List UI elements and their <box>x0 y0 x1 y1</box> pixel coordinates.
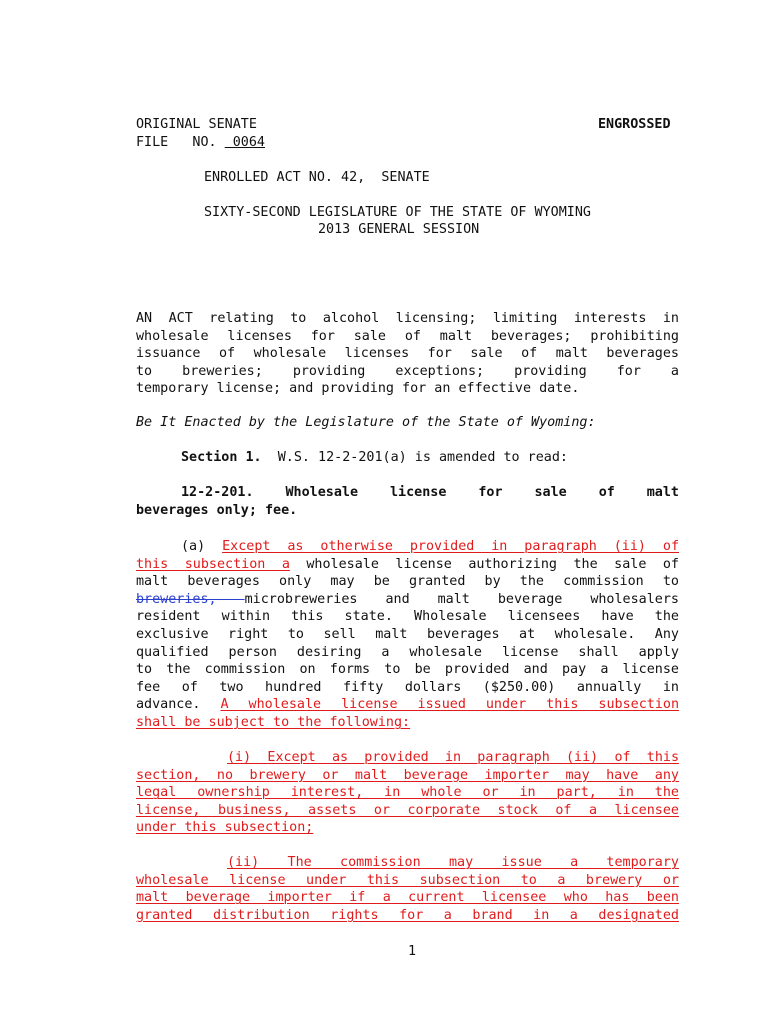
para-i-line: license, business, assets or corporate stock of a licensee <box>136 802 679 818</box>
para-a-line <box>136 714 679 732</box>
statute-number: 12-2-201. <box>181 485 254 500</box>
heading-word: Wholesale <box>285 485 359 500</box>
heading-word: of <box>598 485 615 500</box>
para-a-line: fee of two hundred fifty dollars ($250.00) annually in <box>136 679 679 695</box>
inserted-text: shall be subject to the following: <box>136 714 411 730</box>
page-number: 1 <box>408 944 417 959</box>
session-line: 2013 GENERAL SESSION <box>318 222 480 237</box>
para-a-lead: (a) <box>181 539 206 554</box>
title-line: to breweries; providing exceptions; providing for a <box>136 363 679 379</box>
title-line: wholesale licenses for sale of malt beverages; prohibiting <box>136 328 679 344</box>
para-a-text: wholesale license authorizing the sale of <box>289 556 679 572</box>
file-no-label: FILE NO. <box>136 135 217 150</box>
section-1-label: Section 1. <box>181 450 262 465</box>
para-ii-line: wholesale license under this subsection to a brewery or <box>136 872 679 888</box>
section-1 <box>181 449 568 467</box>
inserted-text: Except as otherwise provided in paragraph (ii) of <box>222 539 680 554</box>
file-no-value: 0064 <box>224 135 265 150</box>
para-i-line <box>136 819 679 837</box>
para-a-text: microbreweries and malt beverage wholesalers <box>244 591 679 607</box>
para-a-line: qualified person desiring a wholesale license shall apply <box>136 644 679 660</box>
para-ii-line: malt beverage importer if a current licensee who has been <box>136 890 679 906</box>
para-i-line: section, no brewery or malt beverage importer may have any <box>136 767 679 783</box>
inserted-text: A wholesale license issued under this subsection <box>220 697 680 713</box>
statute-heading-line1 <box>136 484 679 502</box>
heading-word: for <box>478 485 503 500</box>
para-a-line <box>136 556 679 574</box>
para-a-line <box>136 696 679 714</box>
title-line: issuance of wholesale licenses for sale of malt beverages <box>136 346 679 362</box>
header-original-senate: ORIGINAL SENATE <box>136 117 257 132</box>
para-a-line: resident within this state. Wholesale licensees have the <box>136 609 679 625</box>
para-i-line: (i) Except as provided in paragraph (ii) of this <box>227 750 679 765</box>
inserted-text: under this subsection; <box>136 820 314 836</box>
paragraph-ii <box>136 854 679 924</box>
para-ii-line: (ii) The commission may issue a temporary <box>227 855 679 870</box>
para-ii-line: granted distribution rights for a brand in a designated <box>136 907 679 923</box>
inserted-text: this subsection a <box>136 556 290 572</box>
enrolled-act-line: ENROLLED ACT NO. 42, SENATE <box>204 170 430 185</box>
para-a-line: malt beverages only may be granted by the commission to <box>136 574 679 590</box>
heading-word: sale <box>534 485 567 500</box>
engrossed-label: ENGROSSED <box>598 117 671 132</box>
paragraph-i <box>136 749 679 837</box>
para-a-text: advance. <box>136 697 201 713</box>
title-line: AN ACT relating to alcohol licensing; limiting interests in <box>136 311 679 326</box>
para-i-line: legal ownership interest, in whole or in part, in the <box>136 785 679 801</box>
para-a-line: to the commission on forms to be provided and pay a license <box>136 662 679 678</box>
legislature-line: SIXTY-SECOND LEGISLATURE OF THE STATE OF WYOMING <box>204 205 591 220</box>
deleted-text: breweries, <box>136 591 245 607</box>
act-title <box>136 310 679 398</box>
paragraph-a <box>136 538 679 732</box>
statute-heading-line2: beverages only; fee. <box>136 502 298 518</box>
enacting-clause: Be It Enacted by the Legislature of the State of Wyoming: <box>136 415 596 430</box>
section-1-text: W.S. 12-2-201(a) is amended to read: <box>277 450 568 465</box>
statute-heading <box>136 484 679 519</box>
para-a-line <box>136 538 679 556</box>
para-a-line: exclusive right to sell malt beverages at wholesale. Any <box>136 626 679 642</box>
title-line: temporary license; and providing for an effective date. <box>136 381 580 397</box>
header-file-no <box>136 134 265 152</box>
heading-word: malt <box>646 485 679 500</box>
para-a-line <box>136 591 679 609</box>
heading-word: license <box>390 485 447 500</box>
